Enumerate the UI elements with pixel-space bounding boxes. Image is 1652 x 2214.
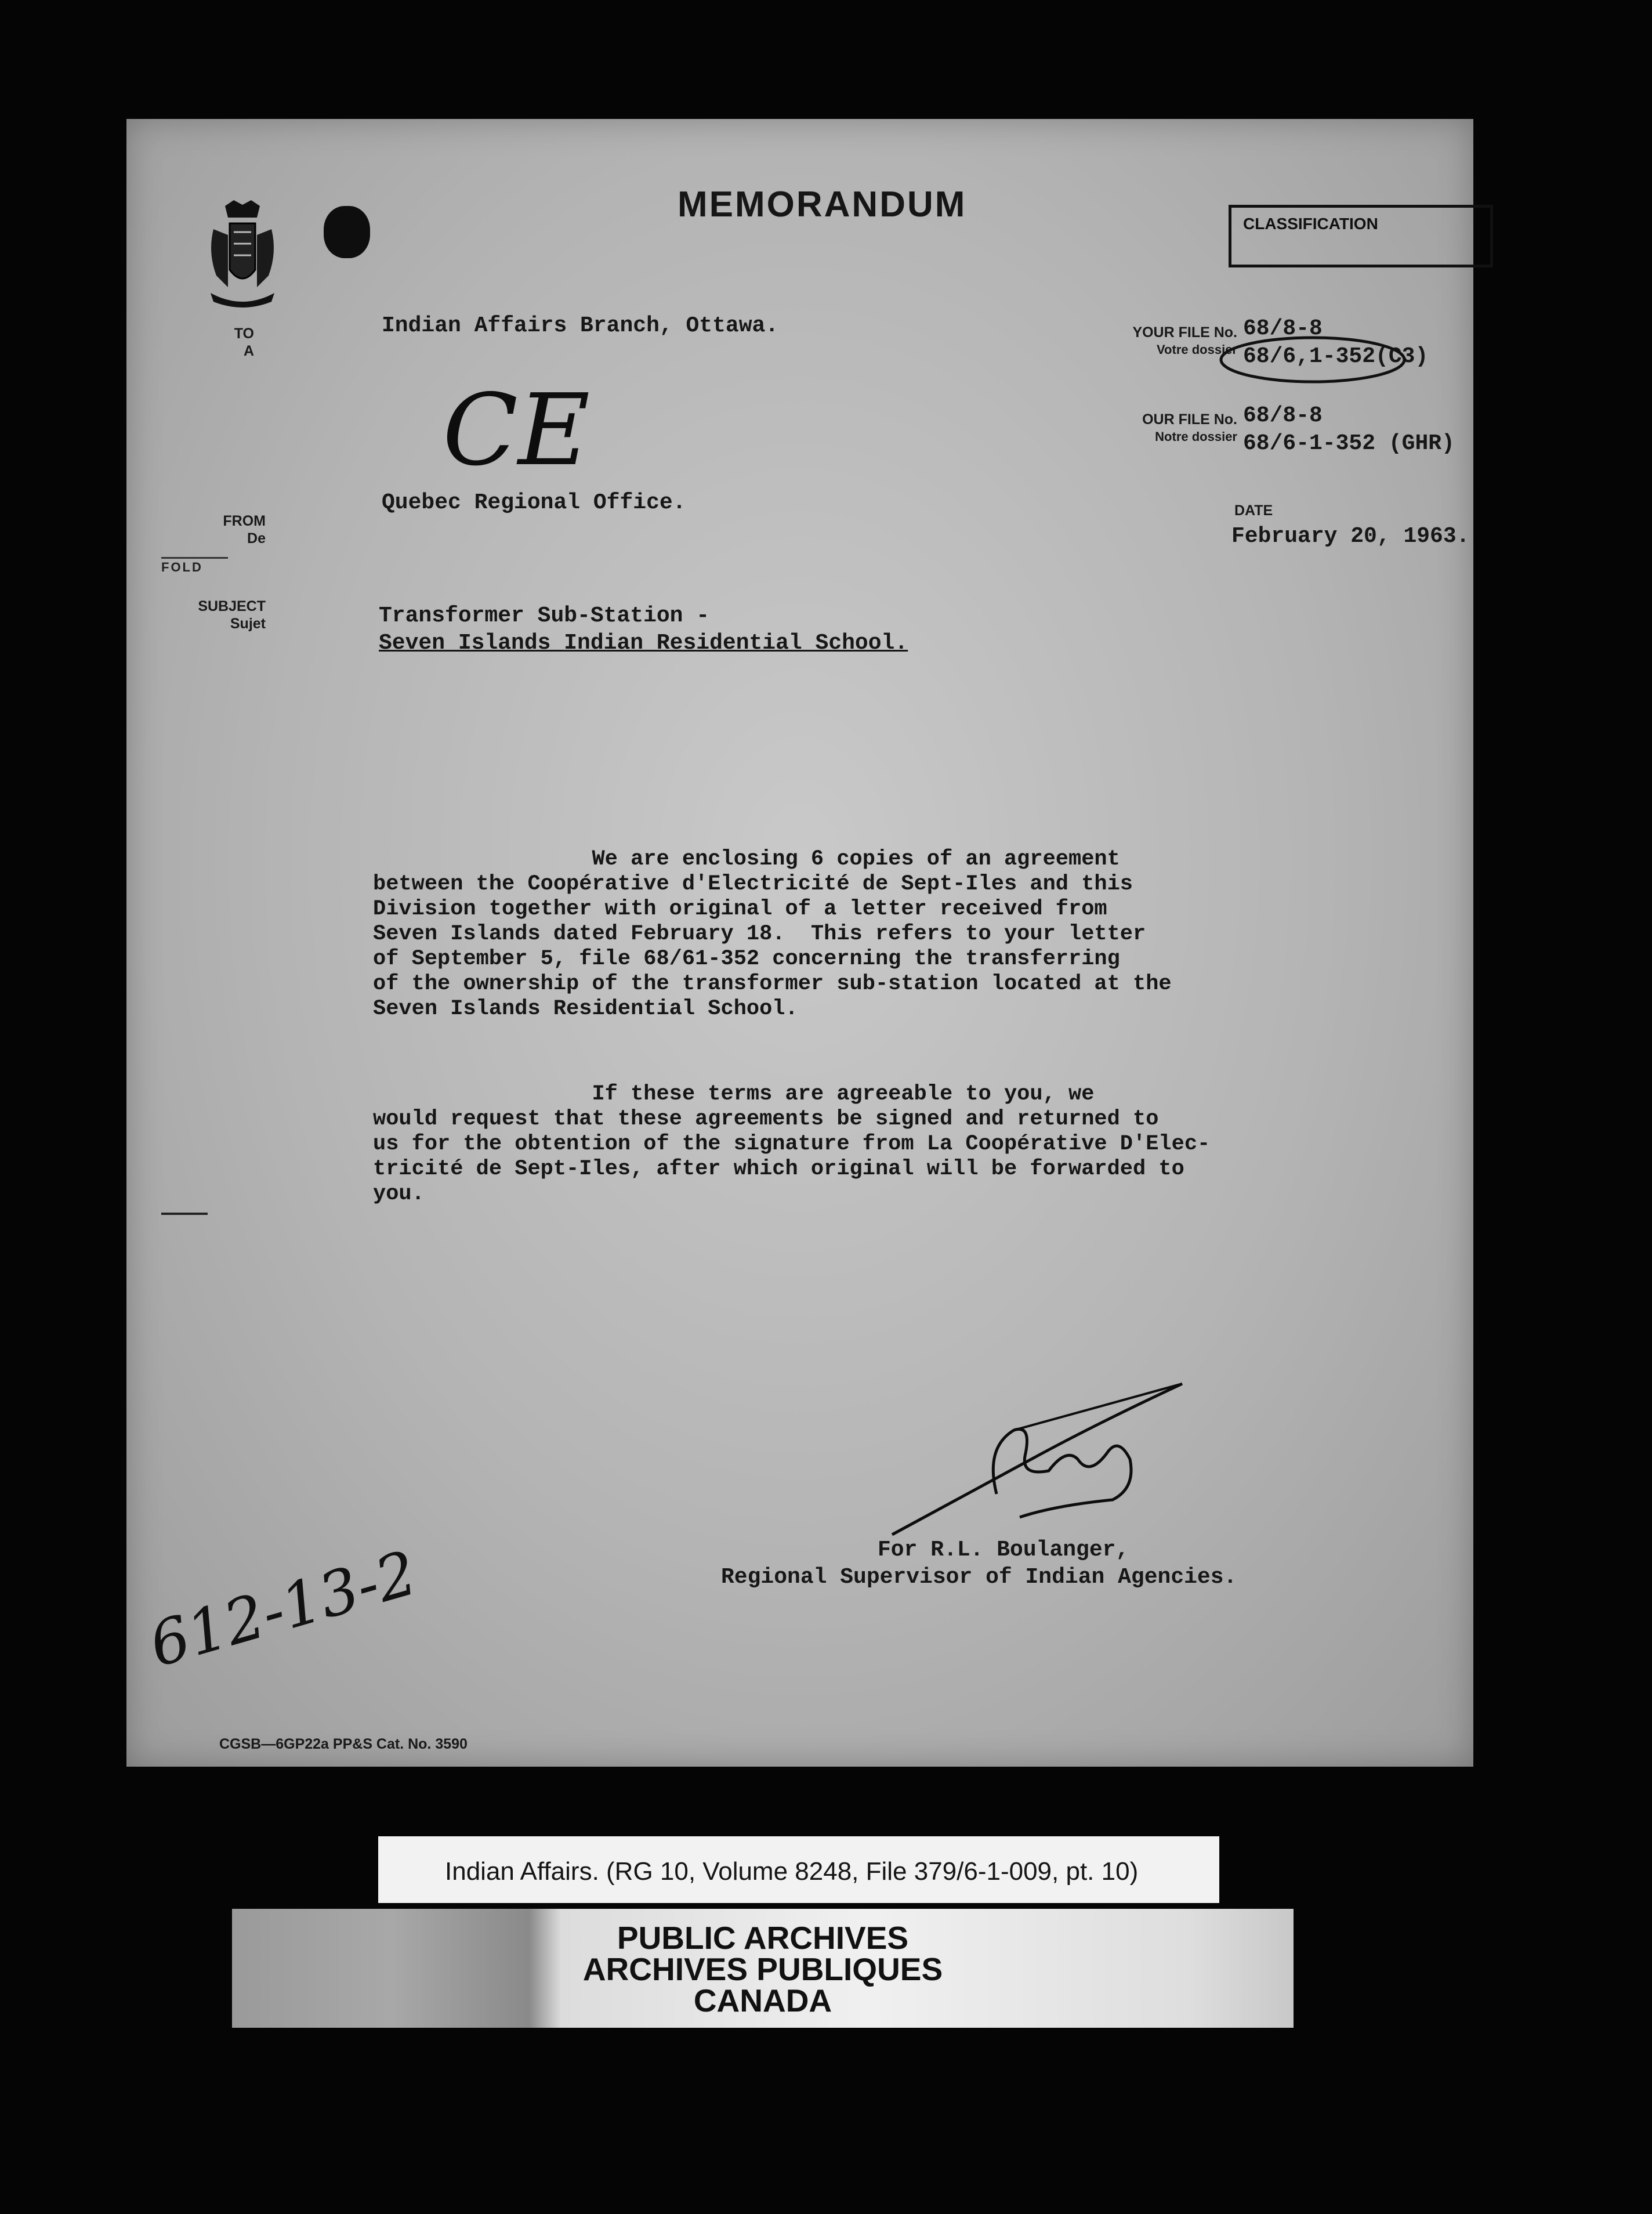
our-file-label-en: OUR FILE No. (1142, 411, 1237, 428)
to-value: Indian Affairs Branch, Ottawa. (382, 313, 779, 338)
stamp-line-2: ARCHIVES PUBLIQUES (582, 1951, 943, 1987)
stamp-line-1: PUBLIC ARCHIVES (617, 1920, 909, 1956)
classification-label: CLASSIFICATION (1243, 215, 1378, 233)
from-label-fr: De (247, 530, 266, 547)
ink-blot (324, 206, 370, 258)
subject-label (196, 598, 266, 632)
form-code: CGSB—6GP22a PP&S Cat. No. 3590 (219, 1736, 468, 1752)
classification-box (1229, 205, 1493, 267)
handwritten-initials-text: CE (443, 377, 590, 487)
date-value: February 20, 1963. (1231, 524, 1470, 549)
paragraph-1-line: We are enclosing 6 copies of an agreement (373, 847, 1120, 871)
subject-line-2: Seven Islands Indian Residential School. (379, 631, 908, 656)
signature-for: For R.L. Boulanger, (878, 1538, 1129, 1562)
from-label-en: FROM (223, 513, 266, 529)
stamp-line-3: CANADA (693, 1983, 832, 2018)
subject-line-1: Transformer Sub-Station - (379, 603, 710, 628)
paragraph-2-line: you. (373, 1182, 425, 1206)
to-label-fr: A (243, 343, 254, 359)
archive-reference: Indian Affairs. (RG 10, Volume 8248, File 379/6-1-009, pt. 10) (445, 1857, 1139, 1886)
your-file-value-2: 68/6,1-352(C3) (1243, 344, 1429, 369)
margin-mark (161, 1213, 208, 1215)
from-label (208, 512, 266, 547)
paragraph-2-line: tricité de Sept-Iles, after which original will be forwarded to (373, 1157, 1184, 1181)
signature-scribble (881, 1361, 1194, 1558)
public-archives-stamp (232, 1909, 1294, 2028)
paragraph-1-line: Seven Islands dated February 18. This refers to your letter (373, 922, 1146, 946)
coat-of-arms-icon (202, 200, 283, 308)
handwritten-initials (437, 377, 622, 487)
your-file-value-1: 68/8-8 (1243, 316, 1323, 341)
paragraph-1-line: Division together with original of a letter received from (373, 897, 1107, 921)
date-label: DATE (1234, 502, 1273, 519)
paragraph-1-line: Seven Islands Residential School. (373, 997, 798, 1021)
paragraph-1-line: of September 5, file 68/61-352 concerning the transferring (373, 947, 1120, 971)
to-label (219, 325, 254, 360)
handwritten-circle (1217, 334, 1408, 386)
fold-mark: FOLD (161, 557, 228, 575)
our-file-label-fr: Notre dossier (1155, 429, 1237, 444)
our-file-label (1101, 411, 1237, 446)
handwritten-file-note: 612-13-2 (142, 1537, 425, 1681)
paragraph-1 (373, 847, 1172, 1022)
your-file-label-en: YOUR FILE No. (1132, 324, 1237, 341)
paragraph-1-line: of the ownership of the transformer sub-station located at the (373, 972, 1172, 996)
paragraph-2-line: If these terms are agreeable to you, we (373, 1082, 1095, 1106)
from-value: Quebec Regional Office. (382, 490, 686, 515)
your-file-label-fr: Votre dossier (1157, 342, 1237, 357)
archive-reference-strip (378, 1836, 1219, 1903)
memorandum-sheet (126, 119, 1473, 1767)
subject-label-en: SUBJECT (198, 598, 266, 614)
paragraph-1-line: between the Coopérative d'Electricité de Sept-Iles and this (373, 872, 1133, 896)
paragraph-2-line: us for the obtention of the signature from La Coopérative D'Elec- (373, 1132, 1211, 1156)
to-label-en: TO (234, 325, 254, 342)
signature-title: Regional Supervisor of Indian Agencies. (721, 1565, 1237, 1590)
paragraph-2-line: would request that these agreements be signed and returned to (373, 1107, 1159, 1131)
subject-label-fr: Sujet (230, 616, 266, 632)
our-file-value-2: 68/6-1-352 (GHR) (1243, 431, 1455, 456)
memo-title: MEMORANDUM (678, 184, 967, 225)
our-file-value-1: 68/8-8 (1243, 403, 1323, 428)
paragraph-2 (373, 1082, 1210, 1207)
